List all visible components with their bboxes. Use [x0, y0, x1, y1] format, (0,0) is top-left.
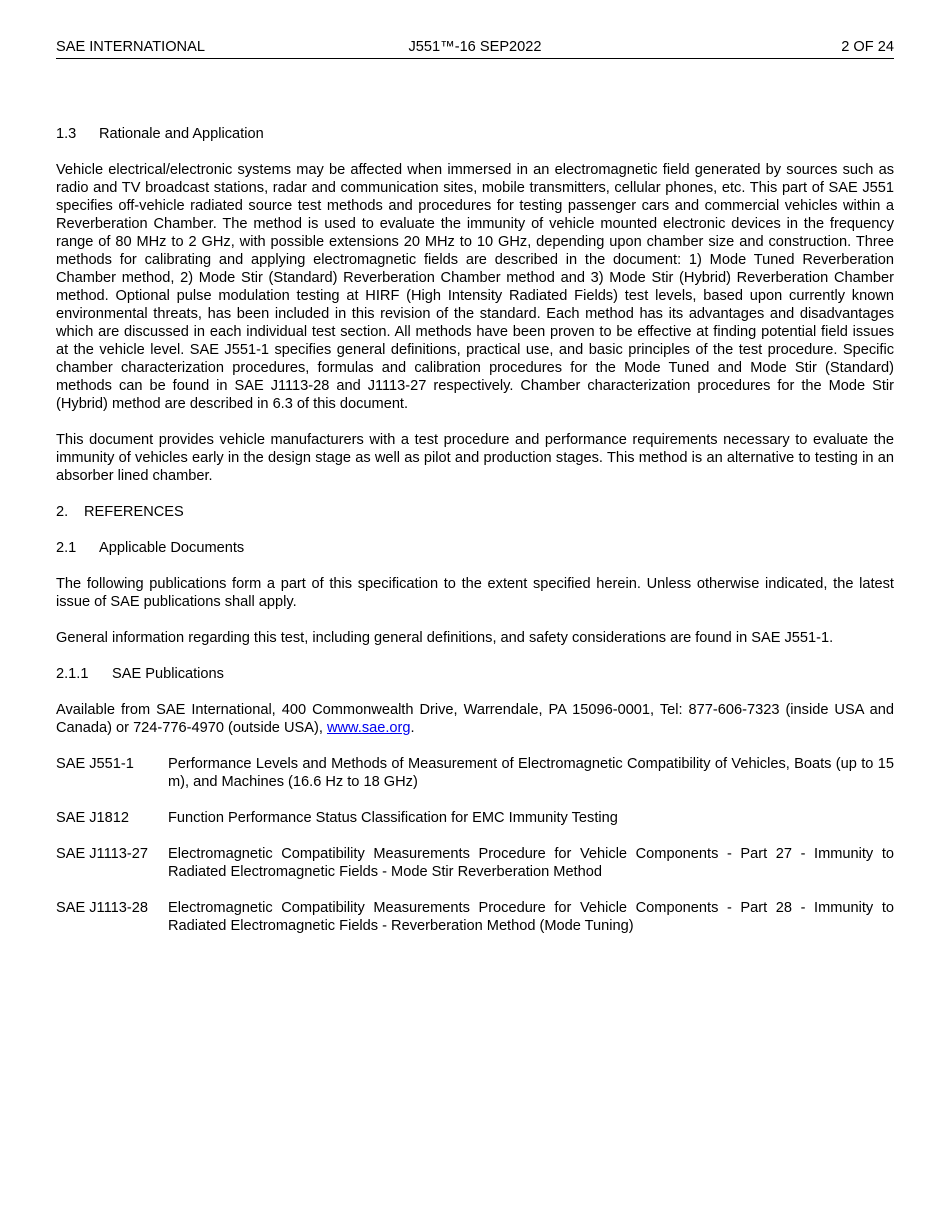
reference-entry — [56, 899, 894, 935]
sae-website-link[interactable]: www.sae.org — [326, 720, 411, 736]
heading-number: 2.1 — [56, 540, 77, 556]
heading-title: SAE Publications — [112, 666, 224, 682]
reference-title: Electromagnetic Compatibility Measurements Procedure for Vehicle Components - Part 27 - Immunity to Radiated Electromagnetic Fields - Mode Stir Reverberation Method — [168, 846, 894, 880]
reference-code: SAE J1113-27 — [56, 846, 148, 862]
rationale-paragraph-1: Vehicle electrical/electronic systems may be affected when immersed in an electromagnetic field generated by sources such as radio and TV broadcast stations, radar and communication sites, mobile transmitters, cellular phones, etc. This part of SAE J551 specifies off-vehicle radiated source test methods and procedures for testing passenger cars and commercial vehicles within a Reverberation Chamber. The method is used to evaluate the immunity of vehicle mounted electronic devices in the frequency range of 80 MHz to 2 GHz, with possible extensions 20 MHz to 10 GHz, depending upon chamber size and construction. Three methods for calibrating and applying electromagnetic fields are described in the document: 1) Mode Tuned Reverberation Chamber method, 2) Mode Stir (Standard) Reverberation Chamber method and 3) Mode Stir (Hybrid) Reverberation Chamber method. Optional pulse modulation testing at HIRF (High Intensity Radiated Fields) test levels, based upon currently known environmental threats, has been included in this revision of the standard. Each method has its advantages and disadvantages which are discussed in each individual test section. All methods have been proven to be effective at finding potential field issues at the vehicle level. SAE J551-1 specifies general definitions, practical use, and basic principles of the test procedure. Specific chamber characterization procedures, formulas and calibration procedures for the Mode Tuned and Mode Stir (Standard) methods can be found in SAE J1113-28 and J1113-27 respectively. Chamber characterization procedures for the Mode Stir (Hybrid) method are described in 6.3 of this document. — [56, 162, 894, 412]
heading-2-1-1 — [56, 665, 894, 683]
heading-number: 2.1.1 — [56, 666, 89, 682]
rationale-paragraph-2: This document provides vehicle manufacturers with a test procedure and performance requirements necessary to evaluate the immunity of vehicles early in the design stage as well as pilot and production stages. This method is an alternative to testing in an absorber lined chamber. — [56, 432, 894, 484]
header-organization: SAE INTERNATIONAL — [56, 39, 205, 55]
reference-title: Function Performance Status Classification for EMC Immunity Testing — [168, 810, 618, 826]
reference-code: SAE J1812 — [56, 810, 130, 826]
heading-title: Rationale and Application — [99, 126, 264, 142]
reference-code: SAE J1113-28 — [56, 900, 148, 916]
heading-number: 2. — [56, 504, 69, 520]
availability-text: Available from SAE International, 400 Commonwealth Drive, Warrendale, PA 15096-0001, Tel: 877-606-7323 (inside USA and Canada) or 724-776-4970 (outside USA), — [56, 702, 894, 736]
availability-end: . — [410, 720, 415, 736]
header-document-id: J551™-16 SEP2022 — [408, 39, 542, 55]
heading-title: Applicable Documents — [99, 540, 245, 556]
heading-2-1 — [56, 539, 894, 557]
reference-entry — [56, 809, 894, 827]
heading-title: REFERENCES — [84, 504, 184, 520]
document-body — [56, 125, 894, 953]
reference-entry — [56, 755, 894, 791]
reference-entry — [56, 845, 894, 881]
heading-1-3 — [56, 125, 894, 143]
reference-title: Electromagnetic Compatibility Measurements Procedure for Vehicle Components - Part 28 - Immunity to Radiated Electromagnetic Fields - Reverberation Method (Mode Tuning) — [168, 900, 894, 934]
reference-title: Performance Levels and Methods of Measurement of Electromagnetic Compatibility of Vehicles, Boats (up to 15 m), and Machines (16.6 Hz to 18 GHz) — [168, 756, 894, 790]
page-header — [56, 38, 894, 59]
heading-2 — [56, 503, 894, 521]
reference-code: SAE J551-1 — [56, 756, 134, 772]
applicable-documents-paragraph-2: General information regarding this test, including general definitions, and safety considerations are found in SAE J551-1. — [56, 630, 834, 646]
availability-paragraph — [56, 701, 894, 737]
applicable-documents-paragraph-1: The following publications form a part of this specification to the extent specified herein. Unless otherwise indicated, the latest issue of SAE publications shall apply. — [56, 576, 894, 610]
heading-number: 1.3 — [56, 126, 77, 142]
header-page-number: 2 OF 24 — [841, 39, 894, 55]
